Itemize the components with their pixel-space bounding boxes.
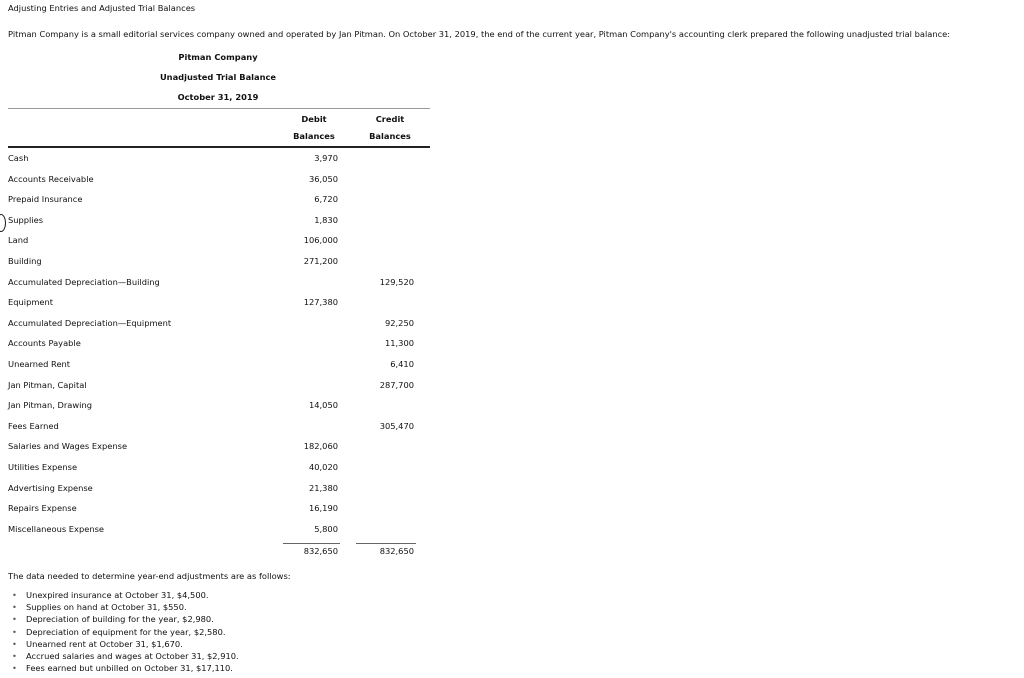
adjustment-item: • Depreciation of building for the year, $2,980. [10, 613, 239, 625]
credit-value: 92,250 [384, 317, 414, 328]
adjustments-intro: The data needed to determine year-end adjustments are as follows: [8, 571, 291, 581]
account-name: Jan Pitman, Drawing [8, 400, 93, 411]
account-name: Cash [8, 153, 29, 163]
adjustment-item: • Depreciation of equipment for the year, $2,580. [10, 626, 239, 638]
table-row [8, 483, 430, 497]
intro-text: Pitman Company is a small editorial services company owned and operated by Jan Pitman. On October 31, 2019, the end of the current year, Pitman Company's accounting clerk prepared the following unadjusted trial balance: [8, 29, 951, 39]
credit-total: 832,650 [379, 546, 414, 556]
account-name: Equipment [8, 297, 54, 308]
credit-value: 287,700 [379, 379, 414, 390]
table-row [8, 174, 430, 188]
account-name: Supplies [8, 214, 44, 225]
credit-header-2: Balances [369, 131, 411, 141]
adjustments-list [10, 589, 239, 674]
adjustment-item: • Accrued salaries and wages at October 31, $2,910. [10, 650, 239, 662]
table-row [8, 256, 430, 270]
adjustment-item: • Fees earned but unbilled on October 31, $17,110. [10, 662, 239, 674]
account-name: Miscellaneous Expense [8, 523, 105, 534]
account-name: Building [8, 256, 42, 266]
debit-value: 40,020 [308, 462, 338, 472]
debit-value: 36,050 [308, 173, 338, 184]
table-row [8, 421, 430, 435]
page-title: Adjusting Entries and Adjusted Trial Balances [8, 3, 196, 13]
debit-value: 1,830 [314, 214, 338, 225]
credit-value: 129,520 [379, 276, 414, 287]
debit-value: 5,800 [314, 523, 338, 534]
table-row [8, 215, 430, 229]
table-row [8, 524, 430, 538]
credit-value: 6,410 [390, 359, 414, 369]
divider [8, 108, 430, 109]
credit-value: 11,300 [384, 338, 414, 349]
margin-mark [0, 214, 6, 232]
account-name: Unearned Rent [8, 359, 71, 369]
table-row [8, 235, 430, 249]
debit-header-2: Balances [293, 131, 335, 141]
credit-header: Credit [375, 114, 405, 124]
account-name: Land [8, 235, 29, 246]
adjustment-item: • Unexpired insurance at October 31, $4,500. [10, 589, 239, 601]
credit-total-rule [356, 543, 416, 544]
statement-name: Unadjusted Trial Balance [159, 72, 277, 82]
account-name: Accounts Payable [8, 338, 81, 349]
statement-date: October 31, 2019 [177, 92, 259, 102]
debit-value: 21,380 [308, 482, 338, 493]
table-row [8, 380, 430, 394]
table-row [8, 441, 430, 455]
credit-value: 305,470 [379, 420, 414, 431]
table-row [8, 277, 430, 291]
account-name: Accumulated Depreciation—Equipment [8, 317, 172, 328]
account-name: Salaries and Wages Expense [8, 441, 128, 452]
account-name: Advertising Expense [8, 482, 93, 493]
account-name: Utilities Expense [8, 462, 78, 472]
table-row [8, 503, 430, 517]
account-name: Accumulated Depreciation—Building [8, 276, 160, 287]
debit-value: 106,000 [303, 235, 338, 246]
totals-row [8, 546, 430, 560]
adjustment-item: • Unearned rent at October 31, $1,670. [10, 638, 239, 650]
table-row [8, 462, 430, 476]
table-row [8, 318, 430, 332]
debit-value: 271,200 [303, 256, 338, 266]
debit-total: 832,650 [303, 546, 338, 556]
account-name: Repairs Expense [8, 503, 77, 514]
debit-value: 3,970 [314, 153, 338, 163]
debit-value: 182,060 [303, 441, 338, 452]
header-rule [8, 146, 430, 148]
table-row [8, 338, 430, 352]
account-name: Jan Pitman, Capital [8, 379, 87, 390]
account-name: Accounts Receivable [8, 173, 94, 184]
table-row [8, 359, 430, 373]
debit-value: 16,190 [308, 503, 338, 514]
debit-value: 14,050 [308, 400, 338, 411]
table-row [8, 297, 430, 311]
debit-value: 127,380 [303, 297, 338, 308]
account-name: Fees Earned [8, 420, 59, 431]
debit-header: Debit [301, 114, 327, 124]
debit-total-rule [283, 543, 340, 544]
table-row [8, 153, 430, 167]
table-row [8, 400, 430, 414]
account-name: Prepaid Insurance [8, 194, 83, 205]
table-row [8, 194, 430, 208]
adjustment-item: • Supplies on hand at October 31, $550. [10, 601, 239, 613]
company-name: Pitman Company [178, 52, 258, 62]
debit-value: 6,720 [314, 194, 338, 205]
